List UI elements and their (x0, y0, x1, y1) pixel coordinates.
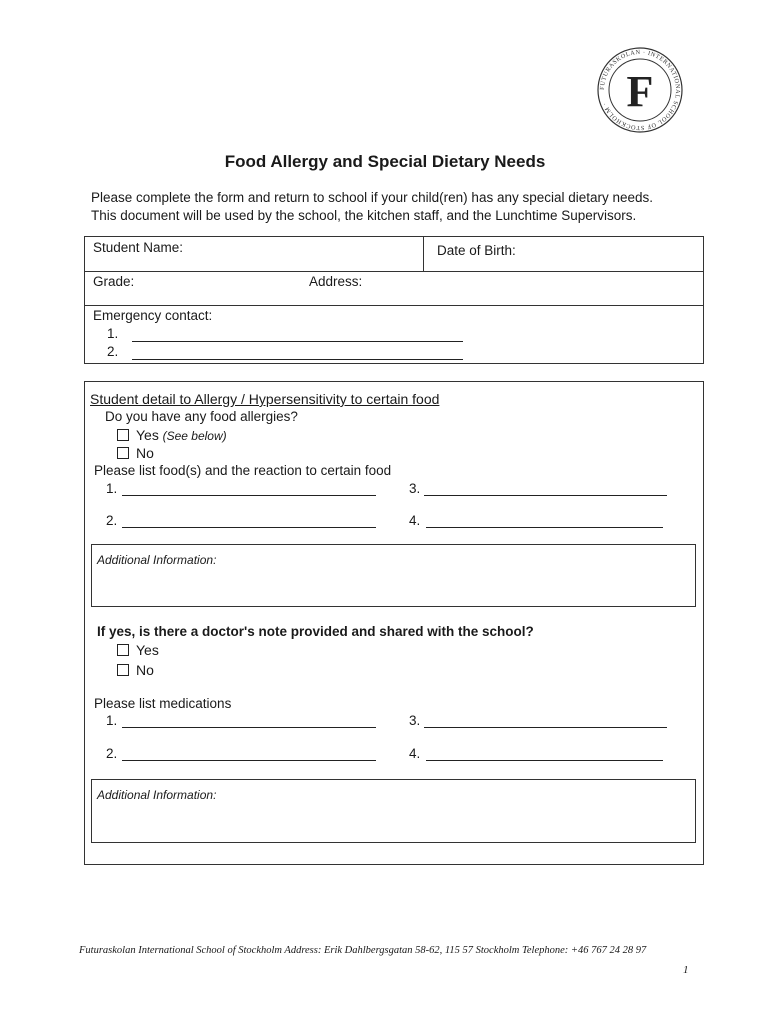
food-line-2[interactable] (122, 527, 376, 528)
doctor-yes-checkbox[interactable] (117, 644, 129, 656)
med-line-2[interactable] (122, 760, 376, 761)
intro-text (91, 189, 653, 225)
doctor-no-label: No (136, 662, 154, 678)
emergency-number-1: 1. (107, 326, 119, 341)
food-allergy-question: Do you have any food allergies? (105, 409, 298, 424)
food-number-1: 1. (106, 481, 118, 496)
doctor-yes-label: Yes (136, 642, 159, 658)
emergency-contact-label: Emergency contact: (93, 308, 213, 323)
emergency-number-2: 2. (107, 344, 119, 359)
allergy-additional-info-label: Additional Information: (97, 553, 217, 567)
allergy-no-checkbox[interactable] (117, 447, 129, 459)
form-title: Food Allergy and Special Dietary Needs (224, 152, 546, 171)
med-line-4[interactable] (426, 760, 663, 761)
footer-text: Futuraskolan International School of Stockholm Address: Erik Dahlbergsgatan 58-62, 115 57 Stockholm Telephone: +46 767 24 28 97 (79, 945, 647, 956)
school-logo (596, 46, 684, 134)
medications-label: Please list medications (94, 696, 232, 711)
med-number-1: 1. (106, 713, 118, 728)
student-info-table (84, 236, 704, 364)
med-line-1[interactable] (122, 727, 376, 728)
logo-ring-text: FUTURASKOLAN · INTERNATIONAL SCHOOL OF STOCKHOLM · (598, 48, 682, 132)
med-number-4: 4. (409, 746, 421, 761)
food-number-3: 3. (409, 481, 421, 496)
doctor-note-question: If yes, is there a doctor's note provided and shared with the school? (97, 624, 534, 639)
intro-line-1: Please complete the form and return to school if your child(ren) has any special dietary needs. (91, 190, 654, 205)
student-name-label: Student Name: (93, 240, 184, 255)
see-below-note: (See below) (162, 429, 227, 443)
food-number-2: 2. (106, 513, 118, 528)
doctor-no-checkbox[interactable] (117, 664, 129, 676)
allergy-section (84, 381, 704, 865)
dob-label: Date of Birth: (437, 243, 516, 258)
row-divider-2 (85, 305, 703, 306)
allergy-yes-label: Yes (See below) (136, 427, 227, 443)
med-line-3[interactable] (424, 727, 667, 728)
med-number-2: 2. (106, 746, 118, 761)
row-divider-1 (85, 271, 703, 272)
allergy-yes-checkbox[interactable] (117, 429, 129, 441)
food-line-1[interactable] (122, 495, 376, 496)
food-list-label: Please list food(s) and the reaction to certain food (94, 463, 392, 478)
grade-label: Grade: (93, 274, 135, 289)
med-number-3: 3. (409, 713, 421, 728)
emergency-line-2[interactable] (132, 359, 463, 360)
allergy-additional-info-box[interactable] (91, 544, 696, 607)
allergy-no-label: No (136, 445, 154, 461)
food-number-4: 4. (409, 513, 421, 528)
allergy-heading: Student detail to Allergy / Hypersensitivity to certain food (90, 391, 440, 407)
medication-additional-info-label: Additional Information: (97, 788, 217, 802)
logo-letter: F (626, 67, 654, 116)
col-divider (423, 237, 424, 271)
address-label: Address: (309, 274, 363, 289)
medication-additional-info-box[interactable] (91, 779, 696, 843)
food-line-4[interactable] (426, 527, 663, 528)
food-line-3[interactable] (424, 495, 667, 496)
intro-line-2: This document will be used by the school, the kitchen staff, and the Lunchtime Supervisors. (91, 208, 637, 223)
page-number: 1 (683, 964, 689, 976)
emergency-line-1[interactable] (132, 341, 463, 342)
